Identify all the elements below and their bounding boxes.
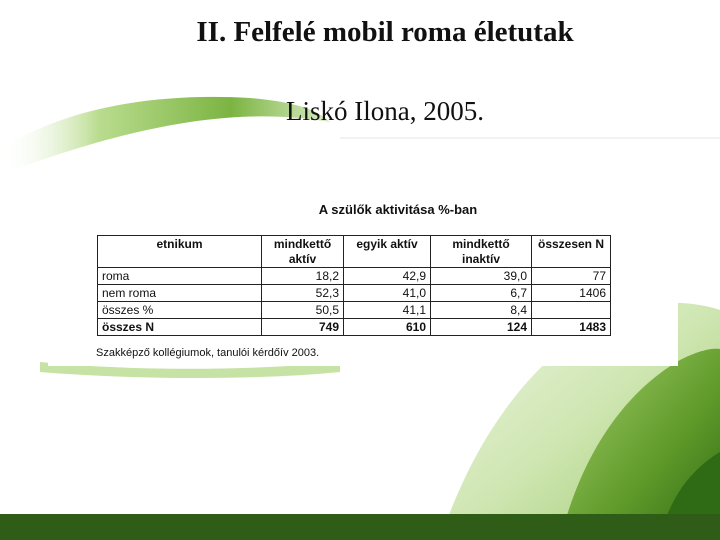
cell: 50,5	[262, 302, 344, 319]
activity-table	[97, 235, 611, 336]
cell: 18,2	[262, 268, 344, 285]
slide-title: II. Felfelé mobil roma életutak	[196, 16, 574, 48]
table-panel	[48, 176, 678, 366]
header-mindketto-aktiv: mindkettő aktív	[262, 236, 344, 268]
header-etnikum: etnikum	[98, 236, 262, 268]
cell: 124	[431, 319, 532, 336]
table-row	[98, 285, 611, 302]
cell: 6,7	[431, 285, 532, 302]
table-row	[98, 268, 611, 285]
table-title: A szülők aktivitása %-ban	[318, 202, 478, 217]
row-label: összes %	[98, 302, 262, 319]
cell: 77	[532, 268, 611, 285]
header-mindketto-inaktiv: mindkettő inaktív	[431, 236, 532, 268]
cell: 41,0	[344, 285, 431, 302]
table-header-row	[98, 236, 611, 268]
row-label: roma	[98, 268, 262, 285]
row-label: nem roma	[98, 285, 262, 302]
cell: 39,0	[431, 268, 532, 285]
cell: 52,3	[262, 285, 344, 302]
header-osszesen-n: összesen N	[532, 236, 611, 268]
cell: 1483	[532, 319, 611, 336]
slide-subtitle: Liskó Ilona, 2005.	[286, 96, 484, 126]
footer-bar	[0, 514, 720, 540]
table-row	[98, 302, 611, 319]
row-label: összes N	[98, 319, 262, 336]
table-source-note: Szakképző kollégiumok, tanulói kérdőív 2003.	[96, 347, 320, 359]
cell: 41,1	[344, 302, 431, 319]
cell: 1406	[532, 285, 611, 302]
table-row-total	[98, 319, 611, 336]
cell: 749	[262, 319, 344, 336]
cell: 610	[344, 319, 431, 336]
cell	[532, 302, 611, 319]
cell: 42,9	[344, 268, 431, 285]
header-egyik-aktiv: egyik aktív	[344, 236, 431, 268]
cell: 8,4	[431, 302, 532, 319]
